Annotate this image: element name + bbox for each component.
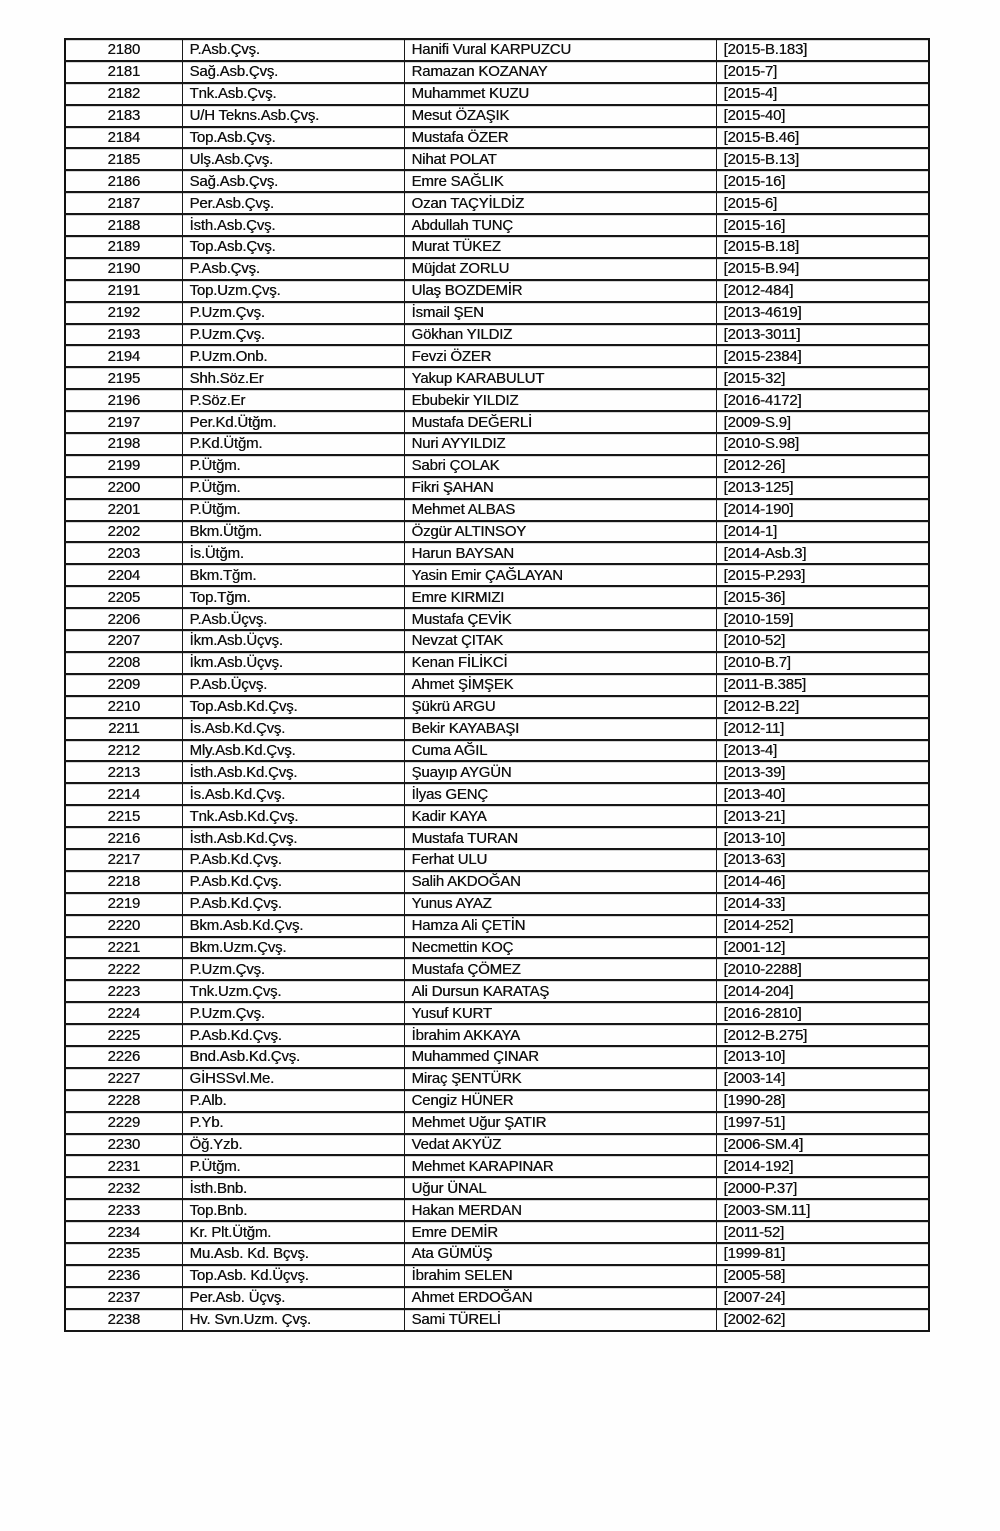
- cell-name: İsmail ŞEN: [404, 302, 716, 324]
- table-row: [65, 83, 929, 105]
- cell-rank: İsth.Asb.Kd.Çvş.: [182, 827, 404, 849]
- cell-name: Nevzat ÇITAK: [404, 630, 716, 652]
- cell-no: 2191: [65, 280, 182, 302]
- cell-rank: P.Uzm.Çvş.: [182, 958, 404, 980]
- table-row: [65, 1199, 929, 1221]
- table-row: [65, 39, 929, 61]
- cell-name: Harun BAYSAN: [404, 542, 716, 564]
- cell-rank: Mu.Asb. Kd. Bçvş.: [182, 1243, 404, 1265]
- cell-name: Mustafa TURAN: [404, 827, 716, 849]
- table-row: [65, 455, 929, 477]
- cell-name: Mustafa DEĞERLİ: [404, 411, 716, 433]
- table-row: [65, 915, 929, 937]
- cell-name: Vedat AKYÜZ: [404, 1134, 716, 1156]
- table-row: [65, 564, 929, 586]
- cell-rank: P.Asb.Kd.Çvş.: [182, 871, 404, 893]
- cell-name: Muhammet KUZU: [404, 83, 716, 105]
- cell-name: Murat TÜKEZ: [404, 236, 716, 258]
- cell-no: 2236: [65, 1265, 182, 1287]
- cell-code: [2010-S.98]: [716, 433, 929, 455]
- cell-no: 2194: [65, 345, 182, 367]
- cell-name: Ebubekir YILDIZ: [404, 389, 716, 411]
- cell-no: 2202: [65, 521, 182, 543]
- table-row: [65, 849, 929, 871]
- cell-code: [2013-40]: [716, 783, 929, 805]
- cell-rank: Top.Uzm.Çvş.: [182, 280, 404, 302]
- cell-code: [2013-125]: [716, 477, 929, 499]
- cell-code: [2013-10]: [716, 827, 929, 849]
- cell-code: [2015-2384]: [716, 345, 929, 367]
- cell-rank: Per.Asb. Üçvş.: [182, 1287, 404, 1309]
- cell-rank: Top.Asb.Çvş.: [182, 127, 404, 149]
- cell-name: Ahmet ERDOĞAN: [404, 1287, 716, 1309]
- cell-no: 2189: [65, 236, 182, 258]
- cell-rank: Bnd.Asb.Kd.Çvş.: [182, 1046, 404, 1068]
- cell-rank: Ulş.Asb.Çvş.: [182, 148, 404, 170]
- cell-rank: P.Alb.: [182, 1090, 404, 1112]
- table-row: [65, 521, 929, 543]
- cell-rank: P.Uzm.Çvş.: [182, 1002, 404, 1024]
- cell-name: Sabri ÇOLAK: [404, 455, 716, 477]
- cell-name: Emre KIRMIZI: [404, 586, 716, 608]
- cell-code: [2013-4619]: [716, 302, 929, 324]
- table-row: [65, 236, 929, 258]
- cell-name: Şükrü ARGU: [404, 696, 716, 718]
- cell-no: 2186: [65, 170, 182, 192]
- cell-rank: Öğ.Yzb.: [182, 1134, 404, 1156]
- cell-no: 2225: [65, 1024, 182, 1046]
- cell-rank: Sağ.Asb.Çvş.: [182, 61, 404, 83]
- cell-no: 2215: [65, 805, 182, 827]
- cell-name: Bekir KAYABAŞI: [404, 718, 716, 740]
- cell-code: [2003-14]: [716, 1068, 929, 1090]
- cell-code: [2015-B.13]: [716, 148, 929, 170]
- cell-code: [2015-7]: [716, 61, 929, 83]
- cell-name: Nihat POLAT: [404, 148, 716, 170]
- cell-no: 2192: [65, 302, 182, 324]
- table-row: [65, 411, 929, 433]
- cell-code: [2012-26]: [716, 455, 929, 477]
- cell-no: 2199: [65, 455, 182, 477]
- cell-no: 2181: [65, 61, 182, 83]
- cell-rank: P.Asb.Kd.Çvş.: [182, 849, 404, 871]
- cell-no: 2198: [65, 433, 182, 455]
- cell-rank: İsth.Bnb.: [182, 1177, 404, 1199]
- cell-rank: Top.Asb.Kd.Çvş.: [182, 696, 404, 718]
- table-row: [65, 608, 929, 630]
- cell-no: 2195: [65, 367, 182, 389]
- cell-name: Mustafa ÖZER: [404, 127, 716, 149]
- cell-no: 2197: [65, 411, 182, 433]
- cell-name: Gökhan YILDIZ: [404, 324, 716, 346]
- cell-no: 2204: [65, 564, 182, 586]
- cell-rank: P.Asb.Üçvş.: [182, 674, 404, 696]
- cell-no: 2227: [65, 1068, 182, 1090]
- cell-rank: Top.Asb. Kd.Üçvş.: [182, 1265, 404, 1287]
- cell-code: [2015-4]: [716, 83, 929, 105]
- cell-name: Mesut ÖZAŞIK: [404, 105, 716, 127]
- cell-rank: P.Uzm.Çvş.: [182, 302, 404, 324]
- table-row: [65, 718, 929, 740]
- cell-code: [2015-B.94]: [716, 258, 929, 280]
- cell-code: [2013-39]: [716, 761, 929, 783]
- cell-no: 2183: [65, 105, 182, 127]
- table-row: [65, 433, 929, 455]
- cell-name: Ramazan KOZANAY: [404, 61, 716, 83]
- cell-name: Miraç ŞENTÜRK: [404, 1068, 716, 1090]
- cell-code: [2010-159]: [716, 608, 929, 630]
- cell-rank: Tnk.Asb.Çvş.: [182, 83, 404, 105]
- cell-code: [2000-P.37]: [716, 1177, 929, 1199]
- table-row: [65, 1243, 929, 1265]
- cell-no: 2217: [65, 849, 182, 871]
- cell-name: Fikri ŞAHAN: [404, 477, 716, 499]
- cell-code: [2015-6]: [716, 192, 929, 214]
- cell-code: [2015-B.18]: [716, 236, 929, 258]
- cell-name: Nuri AYYILDIZ: [404, 433, 716, 455]
- cell-rank: P.Asb.Kd.Çvş.: [182, 893, 404, 915]
- cell-code: [2015-16]: [716, 170, 929, 192]
- cell-name: Muhammed ÇINAR: [404, 1046, 716, 1068]
- cell-rank: Bkm.Ütğm.: [182, 521, 404, 543]
- cell-rank: Tnk.Uzm.Çvş.: [182, 980, 404, 1002]
- cell-code: [2015-32]: [716, 367, 929, 389]
- cell-rank: İsth.Asb.Çvş.: [182, 214, 404, 236]
- cell-name: Mehmet ALBAS: [404, 499, 716, 521]
- cell-code: [2014-192]: [716, 1155, 929, 1177]
- cell-rank: P.Asb.Çvş.: [182, 258, 404, 280]
- cell-code: [2014-46]: [716, 871, 929, 893]
- cell-name: Salih AKDOĞAN: [404, 871, 716, 893]
- cell-rank: Shh.Söz.Er: [182, 367, 404, 389]
- cell-name: Mehmet Uğur ŞATIR: [404, 1112, 716, 1134]
- table-row: [65, 1221, 929, 1243]
- table-row: [65, 105, 929, 127]
- cell-rank: İs.Asb.Kd.Çvş.: [182, 783, 404, 805]
- cell-rank: P.Uzm.Onb.: [182, 345, 404, 367]
- cell-no: 2211: [65, 718, 182, 740]
- cell-name: Yasin Emir ÇAĞLAYAN: [404, 564, 716, 586]
- cell-no: 2226: [65, 1046, 182, 1068]
- cell-name: Sami TÜRELİ: [404, 1309, 716, 1331]
- cell-no: 2208: [65, 652, 182, 674]
- cell-name: Hanifi Vural KARPUZCU: [404, 39, 716, 61]
- cell-name: Yunus AYAZ: [404, 893, 716, 915]
- table-row: [65, 652, 929, 674]
- cell-no: 2228: [65, 1090, 182, 1112]
- cell-rank: GİHSSvl.Me.: [182, 1068, 404, 1090]
- cell-name: Kadir KAYA: [404, 805, 716, 827]
- cell-name: Ali Dursun KARATAŞ: [404, 980, 716, 1002]
- cell-rank: İkm.Asb.Üçvş.: [182, 630, 404, 652]
- cell-code: [2011-B.385]: [716, 674, 929, 696]
- cell-no: 2210: [65, 696, 182, 718]
- cell-rank: Top.Asb.Çvş.: [182, 236, 404, 258]
- table-row: [65, 499, 929, 521]
- table-row: [65, 761, 929, 783]
- cell-name: Mehmet KARAPINAR: [404, 1155, 716, 1177]
- table-row: [65, 586, 929, 608]
- cell-code: [1997-51]: [716, 1112, 929, 1134]
- cell-code: [2012-11]: [716, 718, 929, 740]
- cell-no: 2201: [65, 499, 182, 521]
- cell-name: Uğur ÜNAL: [404, 1177, 716, 1199]
- cell-code: [2015-P.293]: [716, 564, 929, 586]
- cell-code: [2011-52]: [716, 1221, 929, 1243]
- cell-code: [2014-252]: [716, 915, 929, 937]
- cell-rank: İkm.Asb.Üçvş.: [182, 652, 404, 674]
- cell-rank: İsth.Asb.Kd.Çvş.: [182, 761, 404, 783]
- table-row: [65, 980, 929, 1002]
- cell-rank: İs.Asb.Kd.Çvş.: [182, 718, 404, 740]
- cell-no: 2188: [65, 214, 182, 236]
- cell-name: Abdullah TUNÇ: [404, 214, 716, 236]
- table-row: [65, 302, 929, 324]
- table-row: [65, 127, 929, 149]
- cell-name: Ulaş BOZDEMİR: [404, 280, 716, 302]
- cell-name: Mustafa ÇEVİK: [404, 608, 716, 630]
- cell-rank: P.Ütğm.: [182, 477, 404, 499]
- cell-rank: Tnk.Asb.Kd.Çvş.: [182, 805, 404, 827]
- cell-no: 2219: [65, 893, 182, 915]
- cell-code: [2013-10]: [716, 1046, 929, 1068]
- cell-name: Fevzi ÖZER: [404, 345, 716, 367]
- table-row: [65, 1046, 929, 1068]
- cell-rank: Bkm.Tğm.: [182, 564, 404, 586]
- cell-code: [2013-4]: [716, 740, 929, 762]
- cell-rank: P.Söz.Er: [182, 389, 404, 411]
- cell-name: Ferhat ULU: [404, 849, 716, 871]
- cell-code: [2013-3011]: [716, 324, 929, 346]
- table-row: [65, 937, 929, 959]
- cell-name: Müjdat ZORLU: [404, 258, 716, 280]
- cell-name: İbrahim AKKAYA: [404, 1024, 716, 1046]
- table-row: [65, 1309, 929, 1331]
- cell-rank: İs.Ütğm.: [182, 542, 404, 564]
- cell-rank: P.Uzm.Çvş.: [182, 324, 404, 346]
- table-row: [65, 696, 929, 718]
- cell-code: [2002-62]: [716, 1309, 929, 1331]
- table-row: [65, 148, 929, 170]
- cell-rank: P.Asb.Üçvş.: [182, 608, 404, 630]
- table-row: [65, 805, 929, 827]
- cell-code: [2015-B.46]: [716, 127, 929, 149]
- table-row: [65, 280, 929, 302]
- cell-code: [2013-63]: [716, 849, 929, 871]
- cell-no: 2190: [65, 258, 182, 280]
- cell-no: 2187: [65, 192, 182, 214]
- cell-rank: Per.Asb.Çvş.: [182, 192, 404, 214]
- cell-rank: U/H Tekns.Asb.Çvş.: [182, 105, 404, 127]
- cell-rank: Top.Tğm.: [182, 586, 404, 608]
- cell-rank: P.Asb.Çvş.: [182, 39, 404, 61]
- cell-name: Emre DEMİR: [404, 1221, 716, 1243]
- table-row: [65, 871, 929, 893]
- table-row: [65, 893, 929, 915]
- personnel-table: [64, 38, 930, 1332]
- cell-code: [2010-52]: [716, 630, 929, 652]
- cell-no: 2232: [65, 1177, 182, 1199]
- table-row: [65, 1177, 929, 1199]
- cell-name: Emre SAĞLIK: [404, 170, 716, 192]
- cell-code: [2014-33]: [716, 893, 929, 915]
- cell-rank: P.Ütğm.: [182, 499, 404, 521]
- cell-code: [2015-40]: [716, 105, 929, 127]
- cell-name: Yusuf KURT: [404, 1002, 716, 1024]
- cell-code: [2015-36]: [716, 586, 929, 608]
- cell-code: [2016-4172]: [716, 389, 929, 411]
- cell-code: [2014-190]: [716, 499, 929, 521]
- cell-name: İbrahim SELEN: [404, 1265, 716, 1287]
- table-row: [65, 1068, 929, 1090]
- cell-code: [1999-81]: [716, 1243, 929, 1265]
- cell-no: 2230: [65, 1134, 182, 1156]
- cell-no: 2214: [65, 783, 182, 805]
- table-row: [65, 630, 929, 652]
- cell-code: [2014-1]: [716, 521, 929, 543]
- table-row: [65, 324, 929, 346]
- table-row: [65, 674, 929, 696]
- cell-code: [2010-2288]: [716, 958, 929, 980]
- cell-no: 2234: [65, 1221, 182, 1243]
- table-row: [65, 367, 929, 389]
- cell-no: 2231: [65, 1155, 182, 1177]
- cell-code: [2009-S.9]: [716, 411, 929, 433]
- cell-rank: Kr. Plt.Ütğm.: [182, 1221, 404, 1243]
- cell-no: 2203: [65, 542, 182, 564]
- cell-name: Ozan TAÇYİLDİZ: [404, 192, 716, 214]
- cell-name: Hakan MERDAN: [404, 1199, 716, 1221]
- cell-rank: P.Ütğm.: [182, 1155, 404, 1177]
- table-row: [65, 1024, 929, 1046]
- cell-rank: Bkm.Uzm.Çvş.: [182, 937, 404, 959]
- cell-rank: Top.Bnb.: [182, 1199, 404, 1221]
- cell-code: [2006-SM.4]: [716, 1134, 929, 1156]
- cell-name: Yakup KARABULUT: [404, 367, 716, 389]
- table-row: [65, 783, 929, 805]
- cell-name: Şuayıp AYGÜN: [404, 761, 716, 783]
- cell-code: [2016-2810]: [716, 1002, 929, 1024]
- cell-name: İlyas GENÇ: [404, 783, 716, 805]
- cell-code: [2010-B.7]: [716, 652, 929, 674]
- cell-no: 2224: [65, 1002, 182, 1024]
- cell-name: Cengiz HÜNER: [404, 1090, 716, 1112]
- cell-name: Ata GÜMÜŞ: [404, 1243, 716, 1265]
- cell-no: 2223: [65, 980, 182, 1002]
- cell-rank: P.Yb.: [182, 1112, 404, 1134]
- cell-no: 2216: [65, 827, 182, 849]
- cell-code: [2012-B.275]: [716, 1024, 929, 1046]
- cell-no: 2221: [65, 937, 182, 959]
- table-row: [65, 389, 929, 411]
- cell-name: Cuma AĞIL: [404, 740, 716, 762]
- cell-no: 2238: [65, 1309, 182, 1331]
- table-row: [65, 1155, 929, 1177]
- cell-rank: Per.Kd.Ütğm.: [182, 411, 404, 433]
- table-row: [65, 1134, 929, 1156]
- cell-code: [2012-B.22]: [716, 696, 929, 718]
- cell-name: Ahmet ŞİMŞEK: [404, 674, 716, 696]
- cell-rank: P.Ütğm.: [182, 455, 404, 477]
- table-row: [65, 542, 929, 564]
- table-row: [65, 1265, 929, 1287]
- cell-code: [2014-204]: [716, 980, 929, 1002]
- cell-code: [2015-B.183]: [716, 39, 929, 61]
- table-row: [65, 214, 929, 236]
- cell-code: [2012-484]: [716, 280, 929, 302]
- cell-name: Mustafa ÇÖMEZ: [404, 958, 716, 980]
- cell-code: [2003-SM.11]: [716, 1199, 929, 1221]
- table-row: [65, 258, 929, 280]
- cell-no: 2196: [65, 389, 182, 411]
- table-row: [65, 345, 929, 367]
- cell-no: 2235: [65, 1243, 182, 1265]
- cell-code: [2005-58]: [716, 1265, 929, 1287]
- cell-code: [1990-28]: [716, 1090, 929, 1112]
- cell-no: 2206: [65, 608, 182, 630]
- cell-no: 2182: [65, 83, 182, 105]
- table-row: [65, 1112, 929, 1134]
- cell-no: 2229: [65, 1112, 182, 1134]
- cell-no: 2193: [65, 324, 182, 346]
- cell-no: 2180: [65, 39, 182, 61]
- table-row: [65, 1002, 929, 1024]
- cell-no: 2218: [65, 871, 182, 893]
- table-row: [65, 192, 929, 214]
- cell-name: Özgür ALTINSOY: [404, 521, 716, 543]
- table-row: [65, 1287, 929, 1309]
- cell-code: [2001-12]: [716, 937, 929, 959]
- table-row: [65, 1090, 929, 1112]
- cell-name: Necmettin KOÇ: [404, 937, 716, 959]
- cell-name: Kenan FİLİKCİ: [404, 652, 716, 674]
- cell-no: 2233: [65, 1199, 182, 1221]
- cell-no: 2212: [65, 740, 182, 762]
- table-row: [65, 827, 929, 849]
- cell-rank: Bkm.Asb.Kd.Çvş.: [182, 915, 404, 937]
- cell-code: [2013-21]: [716, 805, 929, 827]
- cell-no: 2237: [65, 1287, 182, 1309]
- cell-no: 2222: [65, 958, 182, 980]
- cell-rank: P.Asb.Kd.Çvş.: [182, 1024, 404, 1046]
- cell-no: 2200: [65, 477, 182, 499]
- cell-rank: P.Kd.Ütğm.: [182, 433, 404, 455]
- table-row: [65, 958, 929, 980]
- cell-rank: Mly.Asb.Kd.Çvş.: [182, 740, 404, 762]
- cell-code: [2015-16]: [716, 214, 929, 236]
- cell-no: 2205: [65, 586, 182, 608]
- cell-no: 2213: [65, 761, 182, 783]
- cell-code: [2007-24]: [716, 1287, 929, 1309]
- table-row: [65, 170, 929, 192]
- cell-code: [2014-Asb.3]: [716, 542, 929, 564]
- personnel-table-body: [65, 39, 929, 1331]
- cell-no: 2207: [65, 630, 182, 652]
- table-row: [65, 61, 929, 83]
- cell-rank: Hv. Svn.Uzm. Çvş.: [182, 1309, 404, 1331]
- cell-no: 2220: [65, 915, 182, 937]
- cell-no: 2209: [65, 674, 182, 696]
- table-row: [65, 477, 929, 499]
- cell-rank: Sağ.Asb.Çvş.: [182, 170, 404, 192]
- cell-no: 2185: [65, 148, 182, 170]
- cell-no: 2184: [65, 127, 182, 149]
- cell-name: Hamza Ali ÇETİN: [404, 915, 716, 937]
- table-row: [65, 740, 929, 762]
